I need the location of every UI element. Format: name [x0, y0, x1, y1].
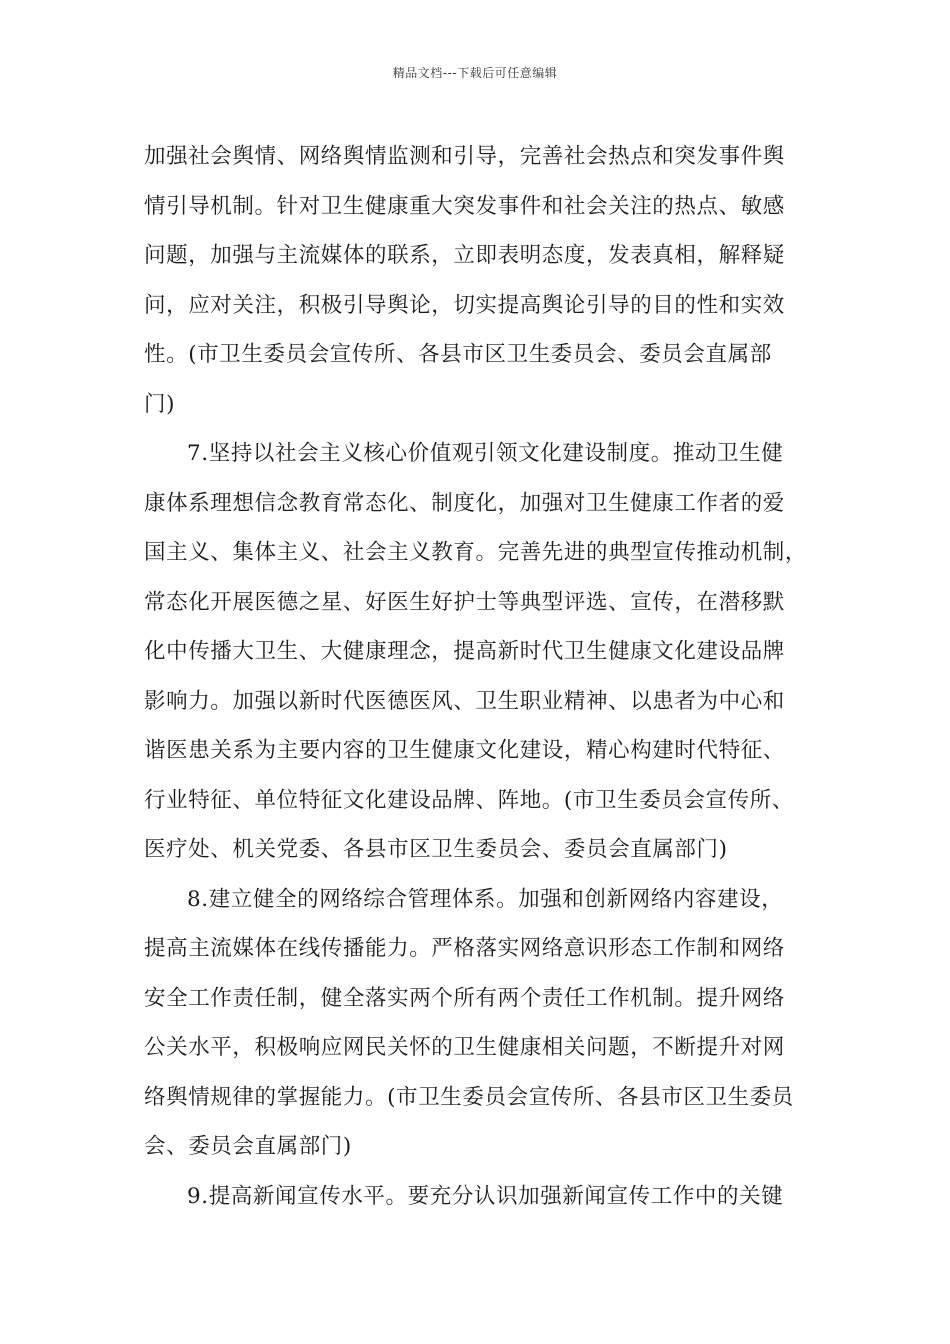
text-line: 问题，加强与主流媒体的联系，立即表明态度，发表真相，解释疑: [144, 243, 785, 268]
text-line: 提高主流媒体在线传播能力。严格落实网络意识形态工作制和网络: [144, 936, 785, 961]
page-header: 精品文档---下载后可任意编辑: [392, 66, 558, 80]
text-line: 性。(市卫生委员会宣传所、各县市区卫生委员会、委员会直属部: [144, 342, 772, 367]
text-line: 加强社会舆情、网络舆情监测和引导，完善社会热点和突发事件舆: [144, 144, 785, 169]
text-line: 行业特征、单位特征文化建设品牌、阵地。(市卫生委员会宣传所、: [144, 787, 794, 813]
paragraph-start-line: 8.建立健全的网络综合管理体系。加强和创新网络内容建设，: [187, 886, 784, 912]
text-line: 化中传播大卫生、大健康理念，提高新时代卫生健康文化建设品牌: [144, 639, 785, 664]
text-line: 络舆情规律的掌握能力。(市卫生委员会宣传所、各县市区卫生委员: [144, 1084, 794, 1110]
text-line: 门): [144, 391, 176, 417]
text-line: 影响力。加强以新时代医德医风、卫生职业精神、以患者为中心和: [144, 688, 785, 714]
text-line: 医疗处、机关党委、各县市区卫生委员会、委员会直属部门): [144, 837, 728, 862]
text-line: 问，应对关注，积极引导舆论，切实提高舆论引导的目的性和实效: [144, 292, 785, 318]
text-line: 国主义、集体主义、社会主义教育。完善先进的典型宣传推动机制，: [144, 540, 808, 565]
paragraph-start-line: 9.提高新闻宣传水平。要充分认识加强新闻宣传工作中的关键: [187, 1183, 784, 1209]
text-line: 安全工作责任制，健全落实两个所有两个责任工作机制。提升网络: [144, 985, 785, 1011]
text-line: 康体系理想信念教育常态化、制度化，加强对卫生健康工作者的爱: [144, 490, 785, 516]
text-line: 常态化开展医德之星、好医生好护士等典型评选、宣传，在潜移默: [144, 589, 785, 615]
paragraph-start-line: 7.坚持以社会主义核心价值观引领文化建设制度。推动卫生健: [187, 441, 784, 466]
text-line: 情引导机制。针对卫生健康重大突发事件和社会关注的热点、敏感: [144, 193, 785, 219]
text-line: 谐医患关系为主要内容的卫生健康文化建设，精心构建时代特征、: [144, 738, 785, 763]
body-text: [144, 132, 808, 1221]
text-line: 会、委员会直属部门): [144, 1134, 352, 1159]
text-line: 公关水平，积极响应网民关怀的卫生健康相关问题，不断提升对网: [144, 1035, 785, 1060]
